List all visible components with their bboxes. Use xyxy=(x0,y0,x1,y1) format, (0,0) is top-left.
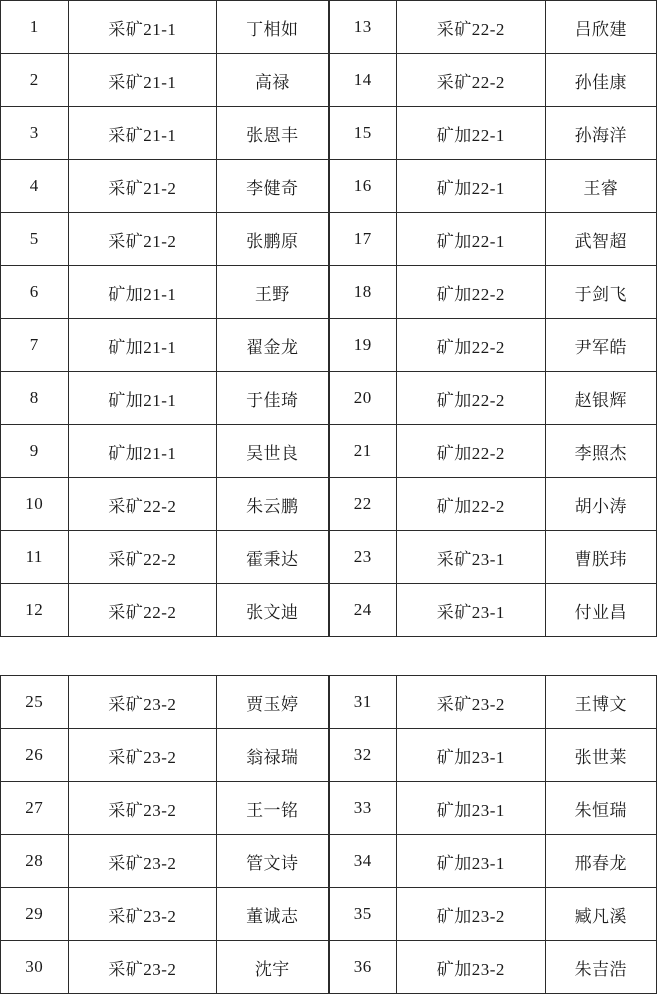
cell-class: 矿加22-2 xyxy=(397,266,546,319)
cell-name: 张世莱 xyxy=(545,729,656,782)
cell-number: 27 xyxy=(1,782,69,835)
table-row xyxy=(329,107,657,160)
cell-name: 王野 xyxy=(217,266,328,319)
cell-class: 矿加21-1 xyxy=(68,266,217,319)
cell-number: 17 xyxy=(329,213,397,266)
cell-class: 矿加21-1 xyxy=(68,319,217,372)
cell-class: 矿加22-1 xyxy=(397,160,546,213)
table-body-2-right xyxy=(329,676,657,994)
cell-number: 13 xyxy=(329,1,397,54)
table-row xyxy=(329,425,657,478)
table-row xyxy=(329,213,657,266)
cell-class: 矿加23-1 xyxy=(397,782,546,835)
table-row xyxy=(1,372,329,425)
cell-class: 采矿22-2 xyxy=(68,584,217,637)
table-body-1-left xyxy=(1,1,329,637)
table-row xyxy=(329,888,657,941)
block-separator xyxy=(0,637,657,675)
roster-block-2-right-table xyxy=(329,675,657,994)
cell-number: 3 xyxy=(1,107,69,160)
roster-block-1-left-table xyxy=(0,0,329,637)
cell-number: 5 xyxy=(1,213,69,266)
cell-number: 21 xyxy=(329,425,397,478)
table-row xyxy=(1,213,329,266)
cell-name: 吴世良 xyxy=(217,425,328,478)
cell-class: 矿加21-1 xyxy=(68,372,217,425)
table-body-2-left xyxy=(1,676,329,994)
cell-number: 10 xyxy=(1,478,69,531)
cell-number: 2 xyxy=(1,54,69,107)
cell-number: 34 xyxy=(329,835,397,888)
cell-class: 采矿22-2 xyxy=(68,478,217,531)
cell-number: 19 xyxy=(329,319,397,372)
cell-name: 李照杰 xyxy=(545,425,656,478)
cell-number: 25 xyxy=(1,676,69,729)
cell-name: 李健奇 xyxy=(217,160,328,213)
cell-number: 23 xyxy=(329,531,397,584)
cell-number: 14 xyxy=(329,54,397,107)
cell-class: 采矿21-2 xyxy=(68,160,217,213)
cell-class: 采矿23-2 xyxy=(397,676,546,729)
cell-name: 孙海洋 xyxy=(545,107,656,160)
cell-class: 矿加22-1 xyxy=(397,107,546,160)
cell-number: 24 xyxy=(329,584,397,637)
cell-class: 采矿23-1 xyxy=(397,531,546,584)
cell-name: 武智超 xyxy=(545,213,656,266)
table-row xyxy=(329,584,657,637)
table-row xyxy=(329,1,657,54)
cell-number: 28 xyxy=(1,835,69,888)
cell-name: 朱吉浩 xyxy=(545,941,656,994)
cell-name: 朱云鹏 xyxy=(217,478,328,531)
cell-name: 吕欣建 xyxy=(545,1,656,54)
cell-class: 矿加23-1 xyxy=(397,835,546,888)
table-row xyxy=(329,941,657,994)
cell-name: 丁相如 xyxy=(217,1,328,54)
table-row xyxy=(1,1,329,54)
table-row xyxy=(1,584,329,637)
roster-block-1-right-table xyxy=(329,0,657,637)
cell-number: 6 xyxy=(1,266,69,319)
cell-number: 4 xyxy=(1,160,69,213)
cell-number: 33 xyxy=(329,782,397,835)
cell-number: 7 xyxy=(1,319,69,372)
cell-class: 矿加23-2 xyxy=(397,941,546,994)
table-row xyxy=(1,319,329,372)
cell-class: 矿加21-1 xyxy=(68,425,217,478)
cell-number: 15 xyxy=(329,107,397,160)
cell-name: 翟金龙 xyxy=(217,319,328,372)
cell-name: 曹朕玮 xyxy=(545,531,656,584)
table-row xyxy=(1,54,329,107)
cell-number: 22 xyxy=(329,478,397,531)
cell-name: 于剑飞 xyxy=(545,266,656,319)
cell-number: 18 xyxy=(329,266,397,319)
cell-name: 张鹏原 xyxy=(217,213,328,266)
table-row xyxy=(1,941,329,994)
cell-name: 沈宇 xyxy=(217,941,328,994)
cell-class: 采矿21-1 xyxy=(68,54,217,107)
table-row xyxy=(329,478,657,531)
cell-name: 朱恒瑞 xyxy=(545,782,656,835)
cell-name: 贾玉婷 xyxy=(217,676,328,729)
table-row xyxy=(1,888,329,941)
table-row xyxy=(1,107,329,160)
table-row xyxy=(1,676,329,729)
roster-block-2 xyxy=(0,675,657,994)
cell-class: 矿加22-2 xyxy=(397,319,546,372)
cell-class: 矿加22-2 xyxy=(397,478,546,531)
cell-name: 董诚志 xyxy=(217,888,328,941)
cell-name: 王博文 xyxy=(545,676,656,729)
cell-class: 采矿23-2 xyxy=(68,676,217,729)
cell-name: 尹军皓 xyxy=(545,319,656,372)
cell-number: 20 xyxy=(329,372,397,425)
cell-number: 31 xyxy=(329,676,397,729)
cell-class: 矿加22-2 xyxy=(397,372,546,425)
cell-name: 付业昌 xyxy=(545,584,656,637)
cell-name: 赵银辉 xyxy=(545,372,656,425)
cell-class: 采矿23-1 xyxy=(397,584,546,637)
cell-number: 36 xyxy=(329,941,397,994)
cell-class: 采矿22-2 xyxy=(68,531,217,584)
cell-class: 采矿21-1 xyxy=(68,1,217,54)
table-row xyxy=(329,372,657,425)
cell-class: 矿加23-2 xyxy=(397,888,546,941)
roster-block-2-left-table xyxy=(0,675,329,994)
cell-number: 8 xyxy=(1,372,69,425)
cell-name: 胡小涛 xyxy=(545,478,656,531)
cell-number: 32 xyxy=(329,729,397,782)
table-row xyxy=(329,160,657,213)
cell-class: 采矿22-2 xyxy=(397,1,546,54)
table-row xyxy=(329,835,657,888)
cell-name: 张文迪 xyxy=(217,584,328,637)
table-row xyxy=(329,676,657,729)
cell-number: 1 xyxy=(1,1,69,54)
cell-name: 臧凡溪 xyxy=(545,888,656,941)
cell-class: 矿加22-2 xyxy=(397,425,546,478)
cell-number: 35 xyxy=(329,888,397,941)
cell-name: 王一铭 xyxy=(217,782,328,835)
cell-number: 12 xyxy=(1,584,69,637)
cell-name: 翁禄瑞 xyxy=(217,729,328,782)
cell-class: 采矿21-1 xyxy=(68,107,217,160)
table-row xyxy=(329,266,657,319)
cell-class: 矿加23-1 xyxy=(397,729,546,782)
table-row xyxy=(1,425,329,478)
cell-class: 采矿22-2 xyxy=(397,54,546,107)
table-body-1-right xyxy=(329,1,657,637)
table-row xyxy=(1,160,329,213)
table-row xyxy=(1,531,329,584)
cell-name: 高禄 xyxy=(217,54,328,107)
table-row xyxy=(1,266,329,319)
cell-number: 16 xyxy=(329,160,397,213)
table-row xyxy=(329,54,657,107)
table-row xyxy=(1,478,329,531)
cell-number: 26 xyxy=(1,729,69,782)
cell-name: 霍秉达 xyxy=(217,531,328,584)
cell-class: 采矿23-2 xyxy=(68,729,217,782)
cell-name: 张恩丰 xyxy=(217,107,328,160)
table-row xyxy=(1,782,329,835)
table-row xyxy=(1,835,329,888)
cell-number: 11 xyxy=(1,531,69,584)
cell-name: 孙佳康 xyxy=(545,54,656,107)
table-row xyxy=(329,319,657,372)
cell-class: 采矿23-2 xyxy=(68,835,217,888)
cell-number: 29 xyxy=(1,888,69,941)
table-row xyxy=(329,729,657,782)
cell-name: 管文诗 xyxy=(217,835,328,888)
cell-class: 采矿21-2 xyxy=(68,213,217,266)
cell-class: 采矿23-2 xyxy=(68,888,217,941)
cell-class: 矿加22-1 xyxy=(397,213,546,266)
cell-number: 9 xyxy=(1,425,69,478)
table-row xyxy=(329,531,657,584)
cell-name: 邢春龙 xyxy=(545,835,656,888)
table-row xyxy=(1,729,329,782)
table-row xyxy=(329,782,657,835)
cell-class: 采矿23-2 xyxy=(68,941,217,994)
cell-name: 王睿 xyxy=(545,160,656,213)
cell-class: 采矿23-2 xyxy=(68,782,217,835)
cell-name: 于佳琦 xyxy=(217,372,328,425)
cell-number: 30 xyxy=(1,941,69,994)
